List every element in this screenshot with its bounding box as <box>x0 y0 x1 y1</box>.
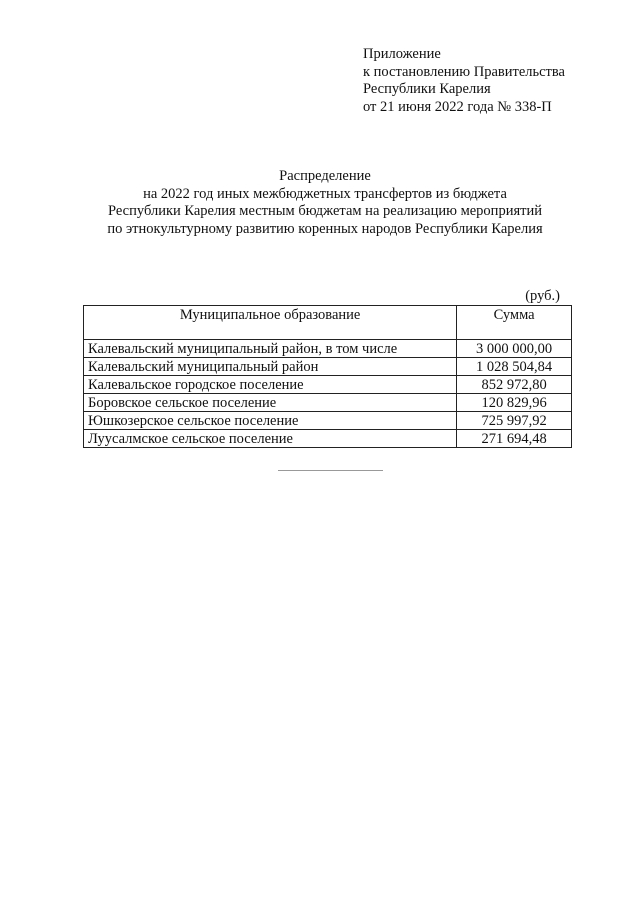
sum-cell: 1 028 504,84 <box>457 358 572 376</box>
table-row <box>84 358 572 376</box>
title-line: на 2022 год иных межбюджетных трансфертов из бюджета <box>143 185 507 202</box>
table-row <box>84 376 572 394</box>
sum-cell: 271 694,48 <box>457 430 572 448</box>
appendix-line: Приложение <box>363 46 441 62</box>
header-sum: Сумма <box>457 306 572 340</box>
table-header-row <box>84 306 572 340</box>
document-title <box>60 168 590 238</box>
title-line: Распределение <box>279 168 371 184</box>
table-row <box>84 394 572 412</box>
municipality-cell: Луусалмское сельское поселение <box>84 430 457 448</box>
currency-unit: (руб.) <box>525 288 560 304</box>
sum-cell: 852 972,80 <box>457 376 572 394</box>
title-line: Республики Карелия местным бюджетам на реализацию мероприятий <box>108 203 542 219</box>
municipality-cell: Калевальский муниципальный район <box>84 358 457 376</box>
table-row <box>84 412 572 430</box>
sum-cell: 3 000 000,00 <box>457 340 572 358</box>
header-municipality: Муниципальное образование <box>84 306 457 340</box>
appendix-block <box>363 46 565 116</box>
appendix-line: от 21 июня 2022 года № 338-П <box>363 98 552 115</box>
title-line: по этнокультурному развитию коренных народов Республики Карелия <box>107 220 543 237</box>
appendix-line: Республики Карелия <box>363 81 491 97</box>
sum-cell: 725 997,92 <box>457 412 572 430</box>
sum-cell: 120 829,96 <box>457 394 572 412</box>
end-divider <box>278 470 383 471</box>
distribution-table <box>83 305 572 448</box>
municipality-cell: Калевальский муниципальный район, в том числе <box>84 340 457 358</box>
municipality-cell: Юшкозерское сельское поселение <box>84 412 457 430</box>
table-row <box>84 430 572 448</box>
municipality-cell: Боровское сельское поселение <box>84 394 457 412</box>
table-row <box>84 340 572 358</box>
municipality-cell: Калевальское городское поселение <box>84 376 457 394</box>
appendix-line: к постановлению Правительства <box>363 63 565 80</box>
